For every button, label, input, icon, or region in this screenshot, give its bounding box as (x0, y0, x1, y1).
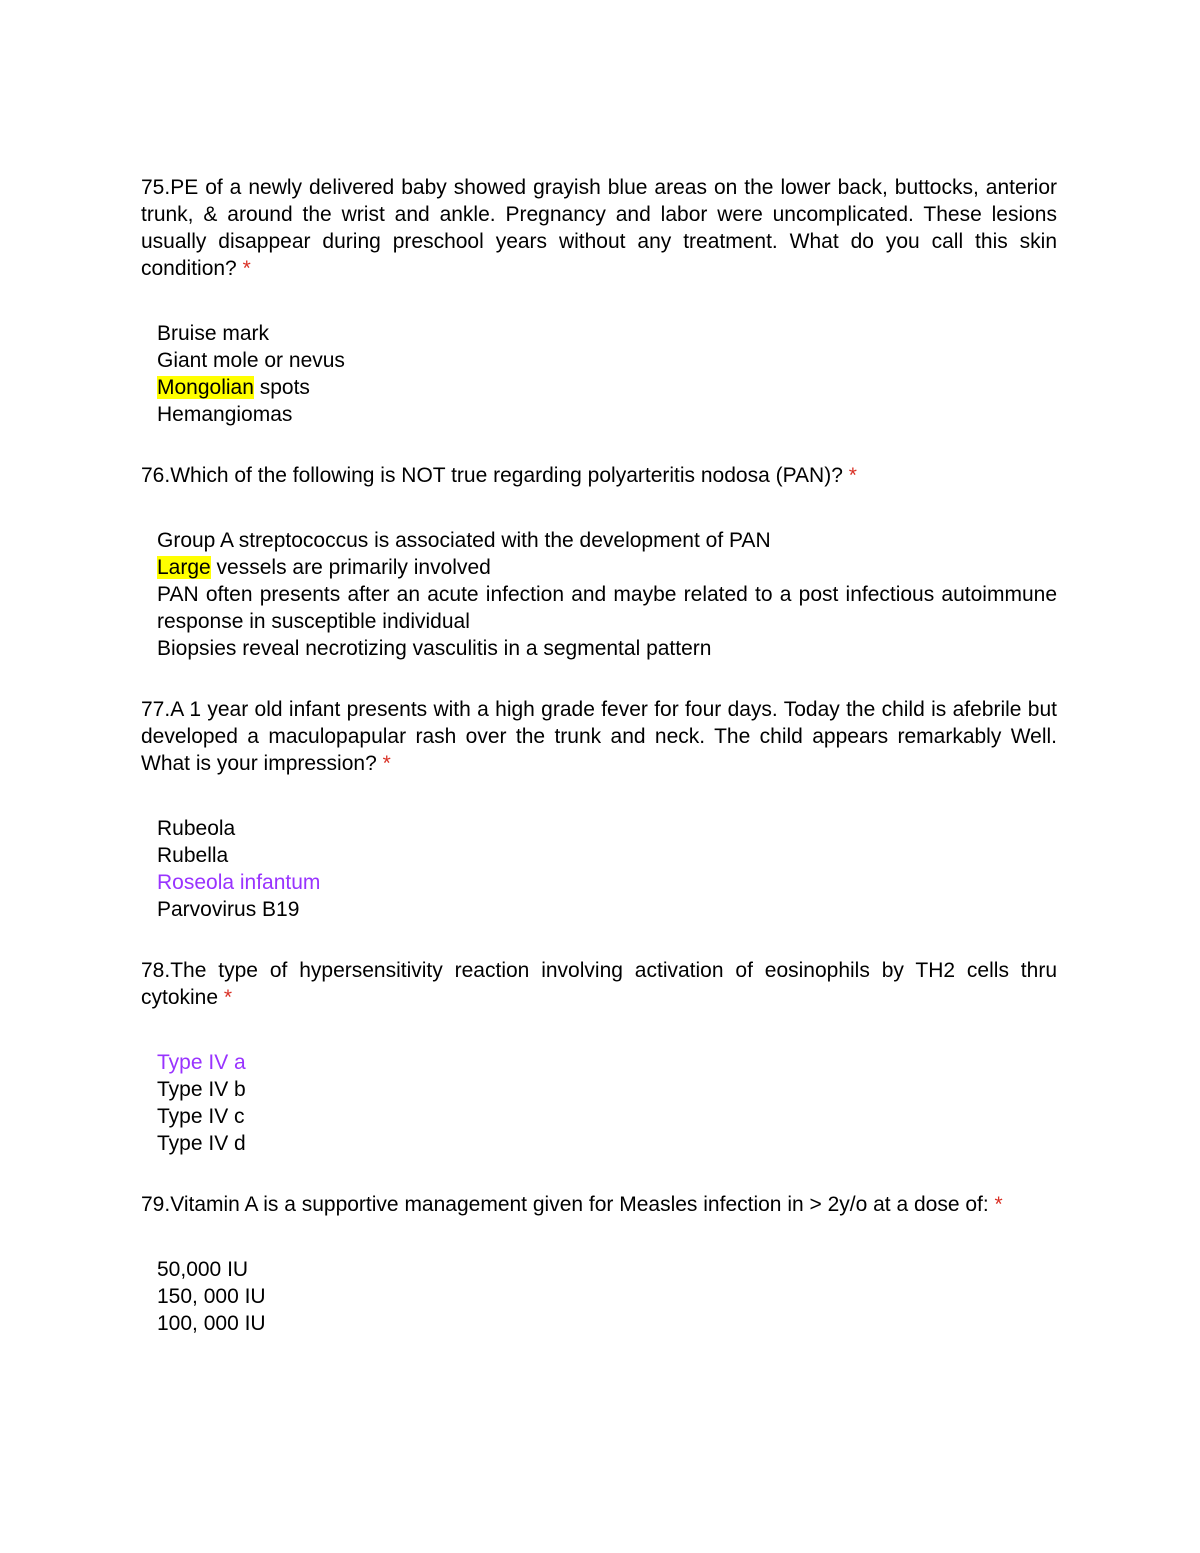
question-block (141, 1191, 1057, 1337)
option-answer (157, 1049, 1057, 1076)
option (157, 1283, 1057, 1310)
question-number: 79. (141, 1193, 171, 1216)
required-star: * (242, 257, 251, 280)
option-list (157, 320, 1057, 428)
option (157, 1130, 1057, 1157)
option-list (157, 1049, 1057, 1157)
option (157, 1256, 1057, 1283)
question-block (141, 696, 1057, 923)
option-text: 50,000 IU (157, 1258, 249, 1281)
question-text: Vitamin A is a supportive management given for Measles infection in > 2y/o at a dose of: (170, 1193, 989, 1216)
option-text: Biopsies reveal necrotizing vasculitis in a segmental pattern (157, 637, 712, 660)
option (157, 320, 1057, 347)
required-star: * (382, 752, 391, 775)
option-text: spots (253, 376, 310, 399)
question-number: 75. (141, 176, 171, 199)
question-text: The type of hypersensitivity reaction involving activation of eosinophils by TH2 cells thru cytokine (141, 959, 1057, 1009)
option-text: Rubeola (157, 817, 236, 840)
question-text: Which of the following is NOT true regarding polyarteritis nodosa (PAN)? (170, 464, 843, 487)
option (157, 1310, 1057, 1337)
question-text: A 1 year old infant presents with a high grade fever for four days. Today the child is afebrile but developed a maculopapular rash over the trunk and neck. The child appears remarkably Well. What is your impression? (141, 698, 1057, 775)
option-text: Bruise mark (157, 322, 270, 345)
option-text: Type IV b (157, 1078, 246, 1101)
option-text: Parvovirus B19 (157, 898, 300, 921)
required-star: * (223, 986, 233, 1009)
option (157, 347, 1057, 374)
option-text: Roseola infantum (157, 871, 321, 894)
question-number: 78. (141, 959, 171, 982)
required-star: * (848, 464, 857, 487)
option-text: Hemangiomas (157, 403, 293, 426)
required-star: * (994, 1193, 1003, 1216)
question-number: 77. (141, 698, 171, 721)
option (157, 815, 1057, 842)
option-list (157, 815, 1057, 923)
option (157, 581, 1057, 635)
question-block (141, 462, 1057, 662)
question-block (141, 957, 1057, 1157)
option-text: Giant mole or nevus (157, 349, 345, 372)
option (157, 842, 1057, 869)
option (157, 527, 1057, 554)
option-text: Type IV d (157, 1132, 246, 1155)
option-answer (157, 374, 1057, 401)
option-list (157, 1256, 1057, 1337)
option-text: Type IV a (157, 1051, 246, 1074)
option (157, 401, 1057, 428)
option-text: 150, 000 IU (157, 1285, 266, 1308)
option-list (157, 527, 1057, 662)
option-text: 100, 000 IU (157, 1312, 266, 1335)
option-answer (157, 869, 1057, 896)
question-78 (141, 957, 1057, 1011)
option (157, 635, 1057, 662)
option (157, 896, 1057, 923)
option-text: PAN often presents after an acute infection and maybe related to a post infectious autoimmune response in susceptible individual (157, 583, 1057, 633)
question-75 (141, 174, 1057, 282)
option (157, 1076, 1057, 1103)
question-number: 76. (141, 464, 171, 487)
option-text: Type IV c (157, 1105, 245, 1128)
question-77 (141, 696, 1057, 777)
option-text: Group A streptococcus is associated with the development of PAN (157, 529, 771, 552)
option-text: vessels are primarily involved (210, 556, 491, 579)
answer-highlight: Mongolian (157, 376, 254, 399)
option-text: Rubella (157, 844, 229, 867)
question-76 (141, 462, 1057, 489)
document-page (141, 174, 1057, 1371)
option (157, 1103, 1057, 1130)
question-79 (141, 1191, 1057, 1218)
option-answer (157, 554, 1057, 581)
question-block (141, 174, 1057, 428)
answer-highlight: Large (157, 556, 211, 579)
question-text: PE of a newly delivered baby showed grayish blue areas on the lower back, buttocks, anterior trunk, & around the wrist and ankle. Pregnancy and labor were uncomplicated. These lesions usually disappear during preschool years without any treatment. What do you call this skin condition? (141, 176, 1057, 280)
